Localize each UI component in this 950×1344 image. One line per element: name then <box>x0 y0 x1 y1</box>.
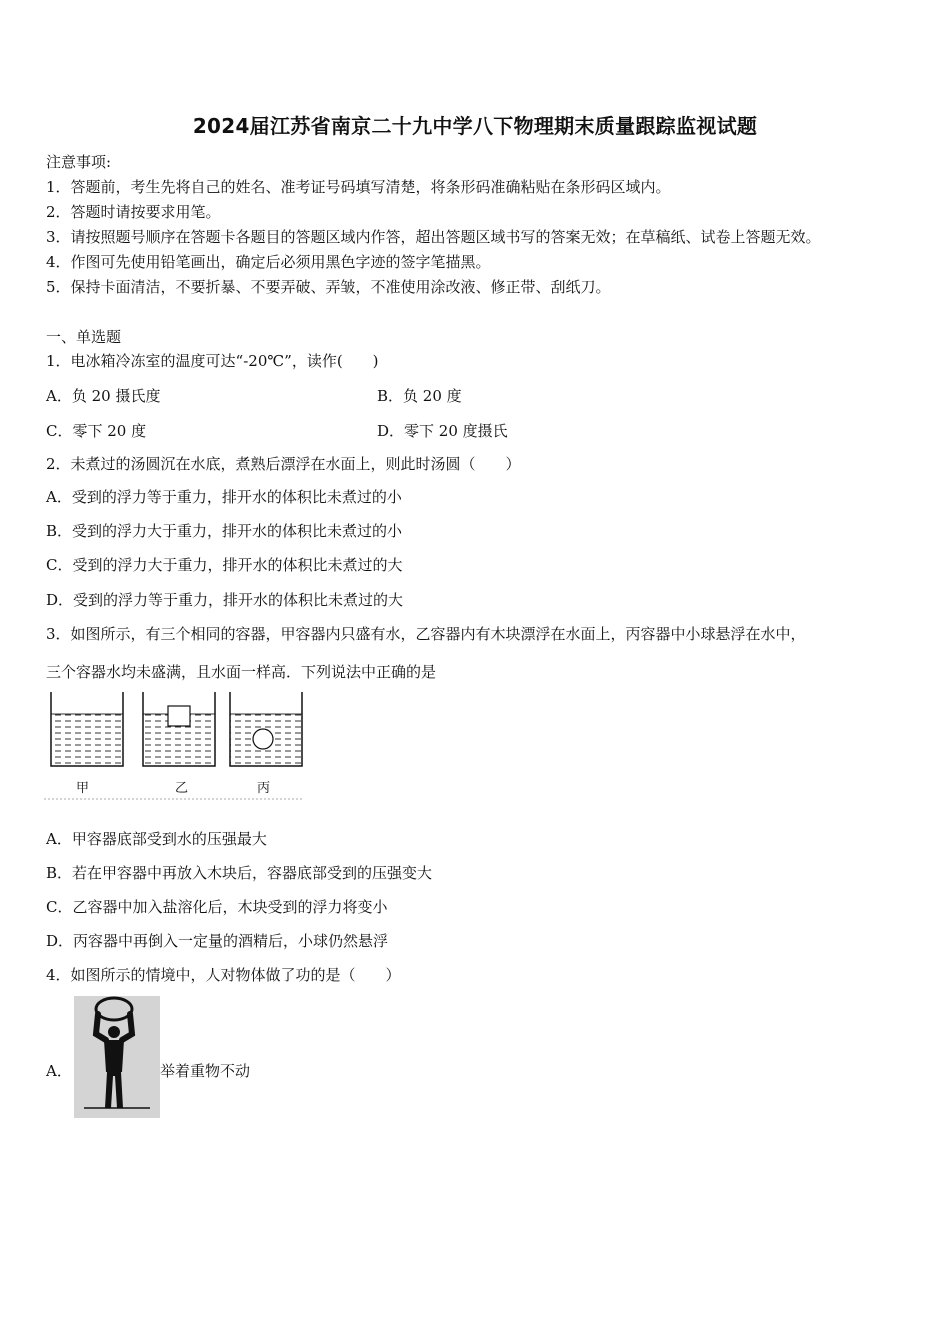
page-title: 2024届江苏省南京二十九中学八下物理期末质量跟踪监视试题 <box>192 114 758 138</box>
container-bing <box>230 692 302 766</box>
question-2-stem: 2．未煮过的汤圆沉在水底，煮熟后漂浮在水面上，则此时汤圆（ ） <box>46 455 521 473</box>
notice-item: 5．保持卡面清洁，不要折暴、不要弄破、弄皱，不准使用涂改液、修正带、刮纸刀。 <box>46 278 611 296</box>
container-yi <box>143 692 215 766</box>
notice-item: 3．请按照题号顺序在答题卡各题目的答题区域内作答，超出答题区域书写的答案无效；在草稿纸、试卷上答题无效。 <box>46 228 821 246</box>
question-3-stem-cont: 三个容器水均未盛满，且水面一样高．下列说法中正确的是 <box>46 663 437 681</box>
q1-option-b: B．负 20 度 <box>377 387 462 405</box>
q2-option-b: B．受到的浮力大于重力，排开水的体积比未煮过的小 <box>46 522 403 540</box>
question-3-stem: 3．如图所示，有三个相同的容器，甲容器内只盛有水，乙容器内有木块漂浮在水面上，丙容器中小球悬浮在水中， <box>46 625 806 643</box>
notice-item: 2．答题时请按要求用笔。 <box>46 203 221 221</box>
q1-option-d: D．零下 20 度摄氏 <box>377 422 508 440</box>
three-containers-figure <box>44 688 306 802</box>
q3-option-b: B．若在甲容器中再放入木块后，容器底部受到的压强变大 <box>46 864 433 882</box>
q2-option-a: A．受到的浮力等于重力，排开水的体积比未煮过的小 <box>46 488 402 506</box>
q4-option-a-text: 举着重物不动 <box>160 1062 251 1080</box>
q2-option-c: C．受到的浮力大于重力，排开水的体积比未煮过的大 <box>46 556 403 574</box>
notice-heading: 注意事项: <box>46 153 112 171</box>
label-bing: 丙 <box>257 781 271 796</box>
container-jia <box>51 692 123 766</box>
question-1-stem: 1．电冰箱冷冻室的温度可达“-20℃”，读作( ) <box>46 352 379 370</box>
section-heading: 一、单选题 <box>46 328 122 346</box>
label-jia: 甲 <box>76 781 90 796</box>
label-yi: 乙 <box>175 781 189 796</box>
person-holding-weight-image <box>74 996 160 1118</box>
suspended-ball <box>253 729 273 749</box>
q1-option-c: C．零下 20 度 <box>46 422 147 440</box>
wood-block <box>168 706 190 726</box>
q3-option-c: C．乙容器中加入盐溶化后，木块受到的浮力将变小 <box>46 898 388 916</box>
q3-option-a: A．甲容器底部受到水的压强最大 <box>46 830 267 848</box>
q3-option-d: D．丙容器中再倒入一定量的酒精后，小球仍然悬浮 <box>46 932 389 950</box>
notice-item: 4．作图可先使用铅笔画出，确定后必须用黑色字迹的签字笔描黑。 <box>46 253 491 271</box>
person-holding-weight-icon <box>74 996 160 1118</box>
q2-option-d: D．受到的浮力等于重力，排开水的体积比未煮过的大 <box>46 591 404 609</box>
notice-item: 1．答题前，考生先将自己的姓名、准考证号码填写清楚，将条形码准确粘贴在条形码区域内。 <box>46 178 671 196</box>
question-4-stem: 4．如图所示的情境中，人对物体做了功的是（ ） <box>46 966 401 984</box>
q4-option-a-label: A． <box>46 1062 72 1080</box>
q1-option-a: A．负 20 摄氏度 <box>46 387 161 405</box>
